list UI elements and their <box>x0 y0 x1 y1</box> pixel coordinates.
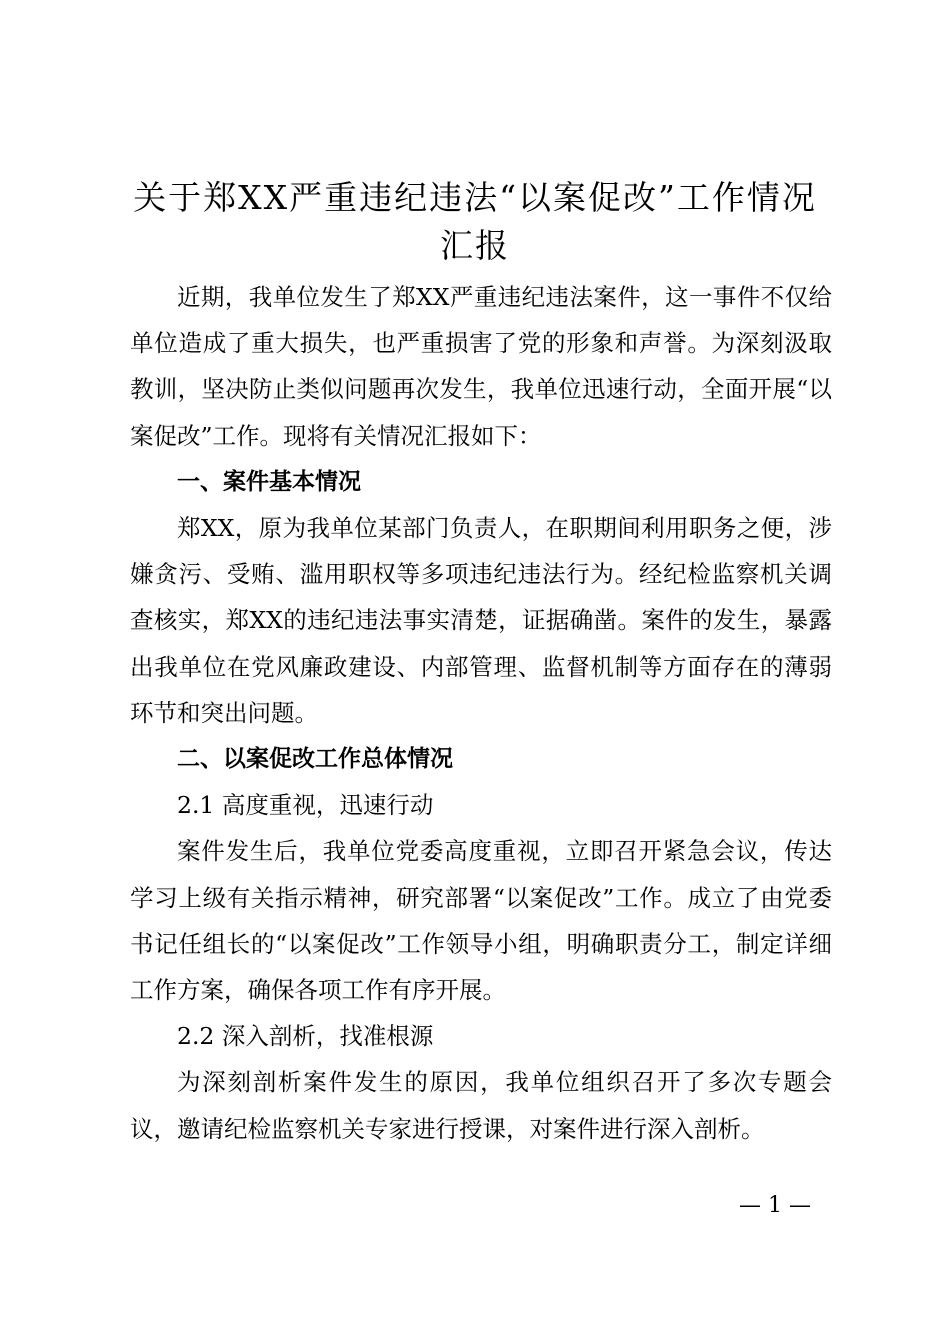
subsection-heading-2-1: 2.1 高度重视，迅速行动 <box>177 791 434 820</box>
page-number: — 1 — <box>739 1193 811 1218</box>
paragraph-case-details: 郑XX，原为我单位某部门负责人，在职期间利用职务之便，涉嫌贪污、受贿、滥用职权等多项违纪违法行为。经纪检监察机关调查核实，郑XX的违纪违法事实清楚，证据确凿。案件的发生，暴露出我单位在党风廉政建设、内部管理、监督机制等方面存在的薄弱环节和突出问题。 <box>130 514 832 727</box>
document-title: 关于郑XX严重违纪违法“以案促改”工作情况汇报 <box>133 178 817 265</box>
section-heading-case-overview: 一、案件基本情况 <box>177 468 361 495</box>
paragraph-introduction: 近期，我单位发生了郑XX严重违纪违法案件，这一事件不仅给单位造成了重大损失，也严重损害了党的形象和声誉。为深刻汲取教训，坚决防止类似问题再次发生，我单位迅速行动，全面开展“以案促改”工作。现将有关情况汇报如下： <box>130 283 832 450</box>
document-body <box>130 274 832 1152</box>
paragraph-root-cause-analysis: 为深刻剖析案件发生的原因，我单位组织召开了多次专题会议，邀请纪检监察机关专家进行授课，对案件进行深入剖析。 <box>130 1068 832 1143</box>
subsection-heading-2-2: 2.2 深入剖析，找准根源 <box>177 1022 434 1051</box>
paragraph-rapid-action: 案件发生后，我单位党委高度重视，立即召开紧急会议，传达学习上级有关指示精神，研究部署“以案促改”工作。成立了由党委书记任组长的“以案促改”工作领导小组，明确职责分工，制定详细工作方案，确保各项工作有序开展。 <box>130 837 832 1005</box>
section-heading-reform-overview: 二、以案促改工作总体情况 <box>177 746 453 773</box>
